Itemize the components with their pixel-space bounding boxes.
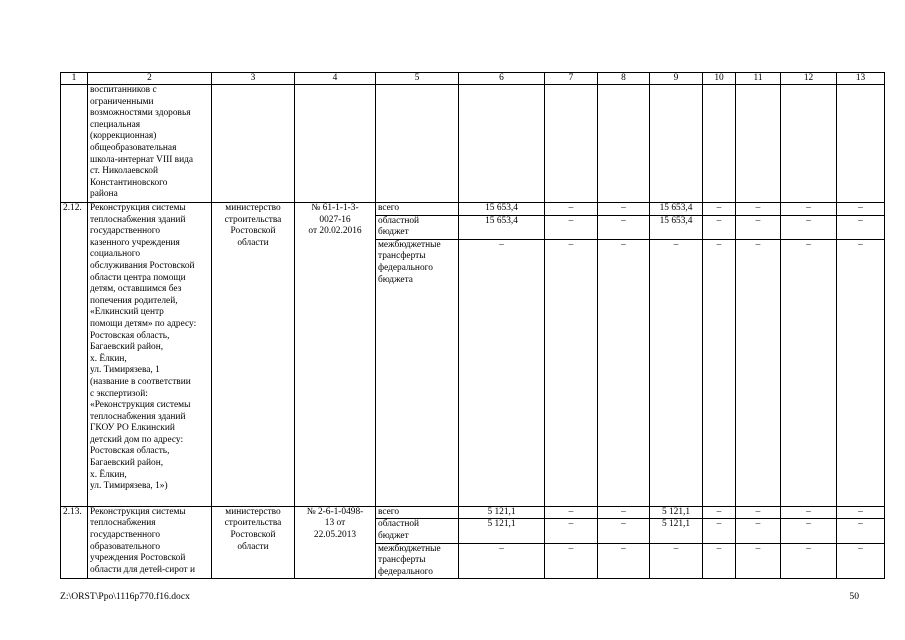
value-cell: – [837, 215, 885, 239]
value-cell: – [703, 215, 736, 239]
header-cell: 12 [781, 73, 837, 85]
value-cell: – [459, 239, 545, 506]
value-cell: – [598, 519, 650, 543]
value-cell: 15 653,4 [650, 203, 703, 216]
value-cell: – [781, 519, 837, 543]
customer-cell [212, 85, 295, 203]
value-cell: – [703, 506, 736, 519]
value-cell: 15 653,4 [459, 215, 545, 239]
funding-source: межбюджетные трансферты федерального бюджета [376, 239, 459, 506]
value-cell: – [650, 543, 703, 579]
value-cell: – [703, 239, 736, 506]
item-number-cell [61, 85, 88, 203]
value-cell: – [736, 203, 781, 216]
item-number: 2.13. [61, 506, 88, 579]
header-cell: 7 [545, 73, 598, 85]
value-cell: 5 121,1 [650, 506, 703, 519]
value-cell: – [781, 215, 837, 239]
object-name: Реконструкция системы теплоснабжения государственного образовательного учреждения Ростовской области для детей-сирот и [88, 506, 212, 579]
value-cell: – [650, 239, 703, 506]
value-cell: – [736, 543, 781, 579]
header-cell: 13 [837, 73, 885, 85]
document-cell [295, 85, 376, 203]
footer-page-number: 50 [849, 591, 859, 602]
object-name-cell: воспитанников с ограниченными возможностями здоровья специальная (коррекционная) общеобразовательная школа-интернат VIII вида ст. Николаевской Константиновского района [88, 85, 212, 203]
header-cell: 2 [88, 73, 212, 85]
value-cell: 5 121,1 [650, 519, 703, 543]
expertise-document: № 2-6-1-0498- 13 от 22.05.2013 [295, 506, 376, 579]
value-cell: – [703, 543, 736, 579]
header-cell: 10 [703, 73, 736, 85]
value-cell: – [736, 239, 781, 506]
value-cell: – [545, 239, 598, 506]
value-cell: – [703, 203, 736, 216]
object-name: Реконструкция системы теплоснабжения зданий государственного казенного учреждения социального обслуживания Ростовской области центра помощи детям, оставшимся без попечения родителей, «Елкинский центр помощи детям» по адресу: Ростовская область, Багаевский район, х. Ёлкин, ул. Тимирязева, 1 (название в соответствии с экспертизой: «Реконструкция системы теплоснабжения зданий ГКОУ РО Елкинский детский дом по адресу: Ростовская область, Багаевский район, х. Ёлкин, ул. Тимирязева, 1») [88, 203, 212, 507]
value-cell: – [736, 215, 781, 239]
value-cell: – [781, 543, 837, 579]
value-cell: – [736, 506, 781, 519]
funding-source-cell [376, 85, 459, 203]
value-cell: – [598, 239, 650, 506]
value-cell: – [545, 519, 598, 543]
table-row-continuation [61, 85, 885, 203]
value-cell: – [703, 519, 736, 543]
value-cell: – [781, 506, 837, 519]
value-cell: – [837, 506, 885, 519]
value-cell: – [545, 215, 598, 239]
expertise-document: № 61-1-1-3- 0027-16 от 20.02.2016 [295, 203, 376, 507]
value-cell: – [598, 506, 650, 519]
header-cell: 9 [650, 73, 703, 85]
value-cell: – [545, 506, 598, 519]
value-cell: – [736, 519, 781, 543]
value-cell: – [598, 543, 650, 579]
value-cell: – [837, 543, 885, 579]
customer: министерство строительства Ростовской области [212, 203, 295, 507]
value-cell: 5 121,1 [459, 519, 545, 543]
value-cell: – [545, 203, 598, 216]
value-cell: – [837, 239, 885, 506]
column-number-header [61, 73, 885, 85]
program-table [60, 72, 885, 579]
header-cell: 5 [376, 73, 459, 85]
header-cell: 4 [295, 73, 376, 85]
table-row-2-13-total [61, 506, 885, 519]
header-cell: 8 [598, 73, 650, 85]
value-cell: – [598, 215, 650, 239]
value-cell: – [598, 203, 650, 216]
header-cell: 3 [212, 73, 295, 85]
funding-source: областной бюджет [376, 519, 459, 543]
value-cell: – [781, 239, 837, 506]
footer-file-path: Z:\ORST\Ppo\1116p770.f16.docx [60, 591, 190, 602]
value-cell: – [837, 519, 885, 543]
item-number: 2.12. [61, 203, 88, 507]
header-cell: 6 [459, 73, 545, 85]
header-cell: 1 [61, 73, 88, 85]
funding-source: всего [376, 203, 459, 216]
funding-source: областной бюджет [376, 215, 459, 239]
value-cell: – [781, 203, 837, 216]
value-cell: – [545, 543, 598, 579]
funding-source: всего [376, 506, 459, 519]
value-cell: 5 121,1 [459, 506, 545, 519]
funding-source: межбюджетные трансферты федерального [376, 543, 459, 579]
value-cell: 15 653,4 [650, 215, 703, 239]
header-cell: 11 [736, 73, 781, 85]
customer: министерство строительства Ростовской области [212, 506, 295, 579]
value-cell: – [837, 203, 885, 216]
value-cell: – [459, 543, 545, 579]
value-cell: 15 653,4 [459, 203, 545, 216]
table-row-2-12-total [61, 203, 885, 216]
